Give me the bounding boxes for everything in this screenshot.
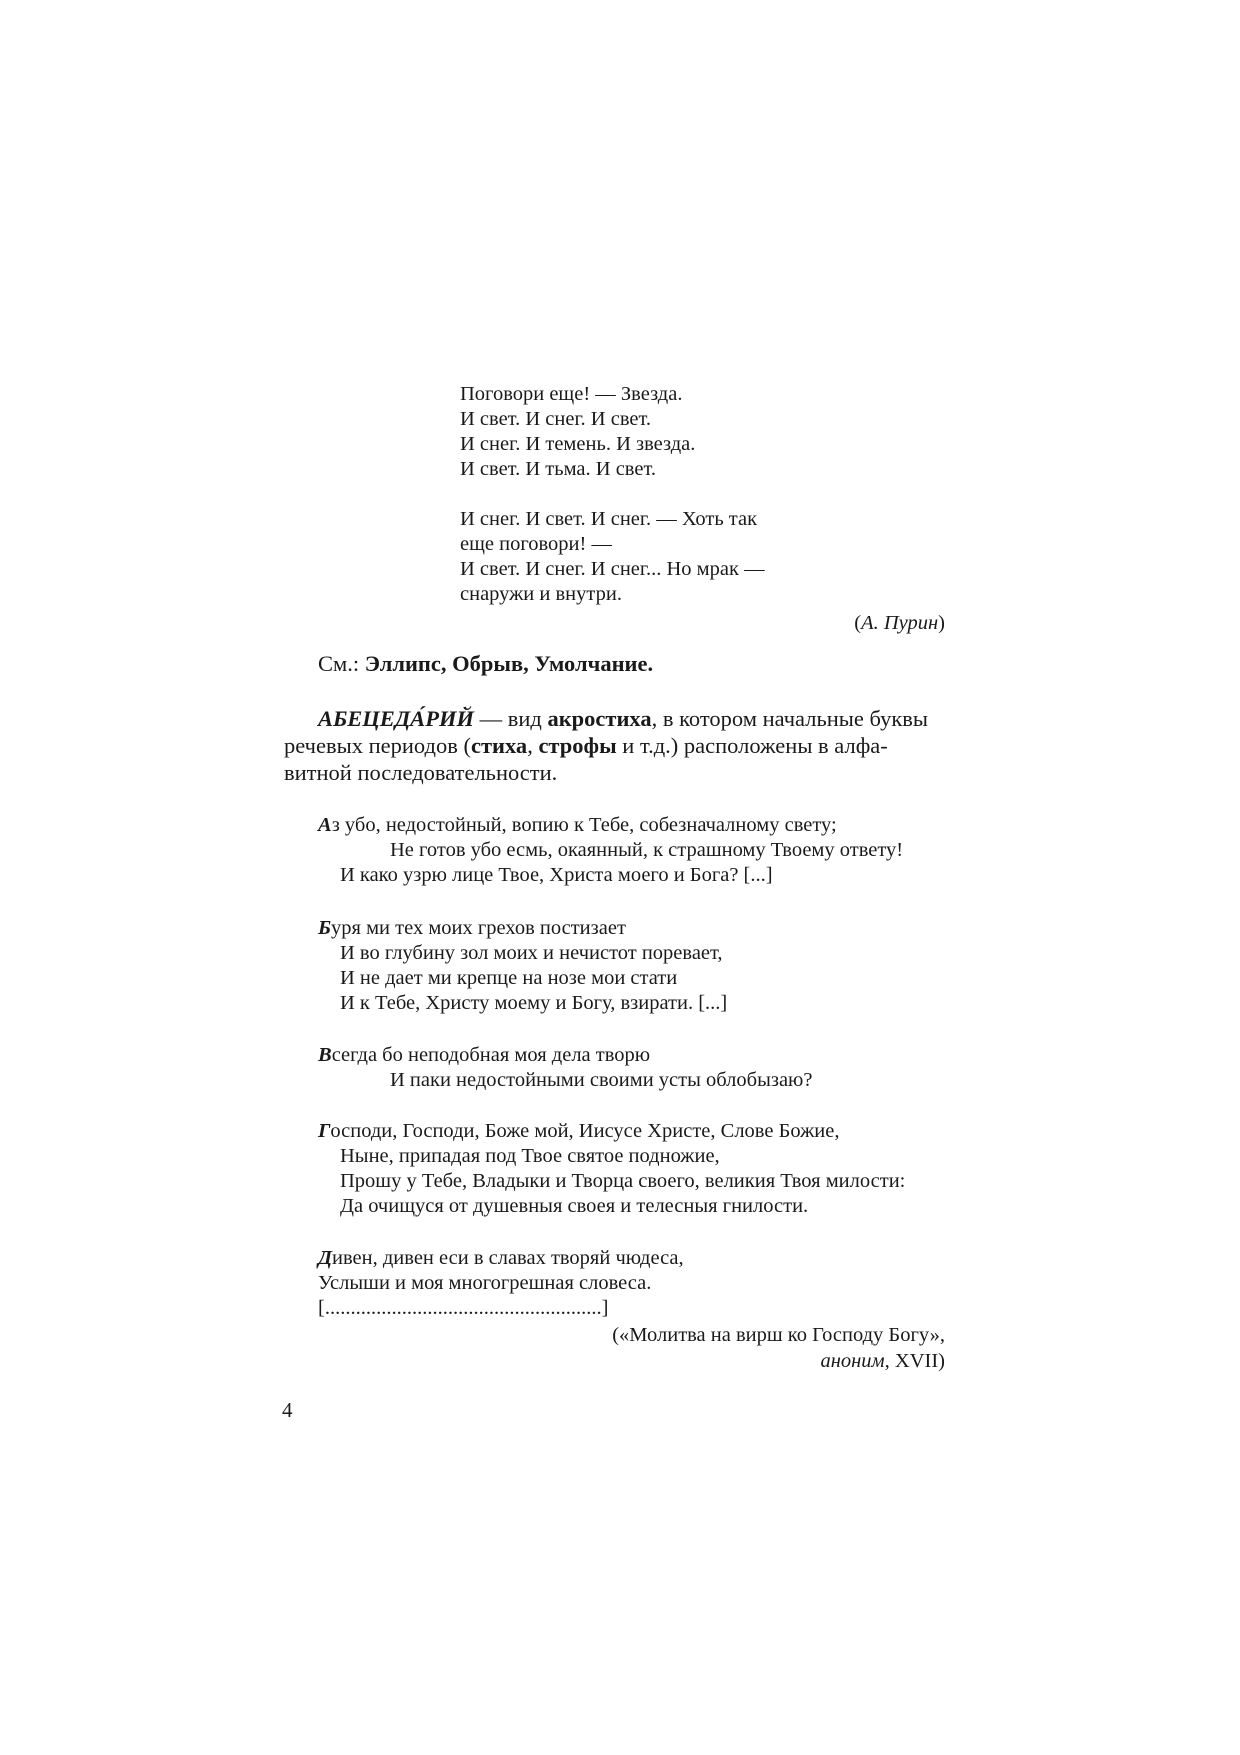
prayer-line: Прошу у Тебе, Владыки и Творца своего, великия Твоя милости:	[340, 1170, 906, 1192]
prayer-line: И паки недостойными своими усты облобызаю?	[390, 1069, 813, 1091]
prayer-line: И к Тебе, Христу моему и Богу, взирати. [...]	[340, 992, 728, 1014]
prayer-line: Услыши и моя многогрешная словеса.	[318, 1272, 652, 1294]
poem-line: И снег. И темень. И звезда.	[460, 433, 696, 455]
prayer-line: Всегда бо неподобная моя дела творю	[318, 1044, 651, 1066]
prayer-line: Не готов убо есмь, окаянный, к страшному Твоему ответу!	[390, 839, 904, 861]
entry-headword: АБЕЦЕДА́РИЙ	[318, 706, 474, 731]
poem-line: И свет. И снег. И свет.	[460, 408, 652, 430]
prayer-line: Да очищуся от душевныя своея и телесныя гнилости.	[340, 1195, 809, 1217]
prayer-line: Буря ми тех моих грехов постизает	[318, 917, 626, 939]
poem-attribution: (А. Пурин)	[854, 612, 945, 634]
prayer-line: Аз убо, недостойный, вопию к Тебе, собезначалному свету;	[318, 814, 837, 836]
poem-line: снаружи и внутри.	[460, 583, 622, 605]
prayer-attribution: аноним, XVII)	[820, 1350, 945, 1372]
poem-line: еще поговори! —	[460, 533, 612, 555]
page-number: 4	[282, 1398, 293, 1422]
entry-line: АБЕЦЕДА́РИЙ — вид акростиха, в котором начальные буквы	[318, 706, 929, 731]
prayer-attribution: («Молитва на вирш ко Господу Богу»,	[612, 1324, 945, 1346]
poem-line: Поговори еще! — Звезда.	[460, 383, 683, 405]
prayer-line: Дивен, дивен еси в славах творяй чюдеса,	[318, 1247, 684, 1269]
prayer-line: И во глубину зол моих и нечистот поревает,	[340, 942, 723, 964]
prayer-line: И како узрю лице Твое, Христа моего и Бога? [...]	[340, 864, 773, 886]
poem-line: И снег. И свет. И снег. — Хоть так	[460, 508, 758, 530]
poem-line: И свет. И снег. И снег... Но мрак —	[460, 558, 765, 580]
see-also: См.: Эллипс, Обрыв, Умолчание.	[318, 651, 654, 676]
prayer-line: Ныне, припадая под Твое святое подножие,	[340, 1145, 720, 1167]
poem-line: И свет. И тьма. И свет.	[460, 458, 657, 480]
prayer-line: И не дает ми крепце на нозе мои стати	[340, 967, 678, 989]
entry-line: речевых периодов (стиха, строфы и т.д.) расположены в алфа-	[284, 733, 888, 758]
prayer-ellipsis: [......................................................]	[318, 1297, 609, 1319]
entry-line: витной последовательности.	[284, 760, 558, 785]
prayer-line: Господи, Господи, Боже мой, Иисусе Христе, Слове Божие,	[318, 1120, 840, 1142]
